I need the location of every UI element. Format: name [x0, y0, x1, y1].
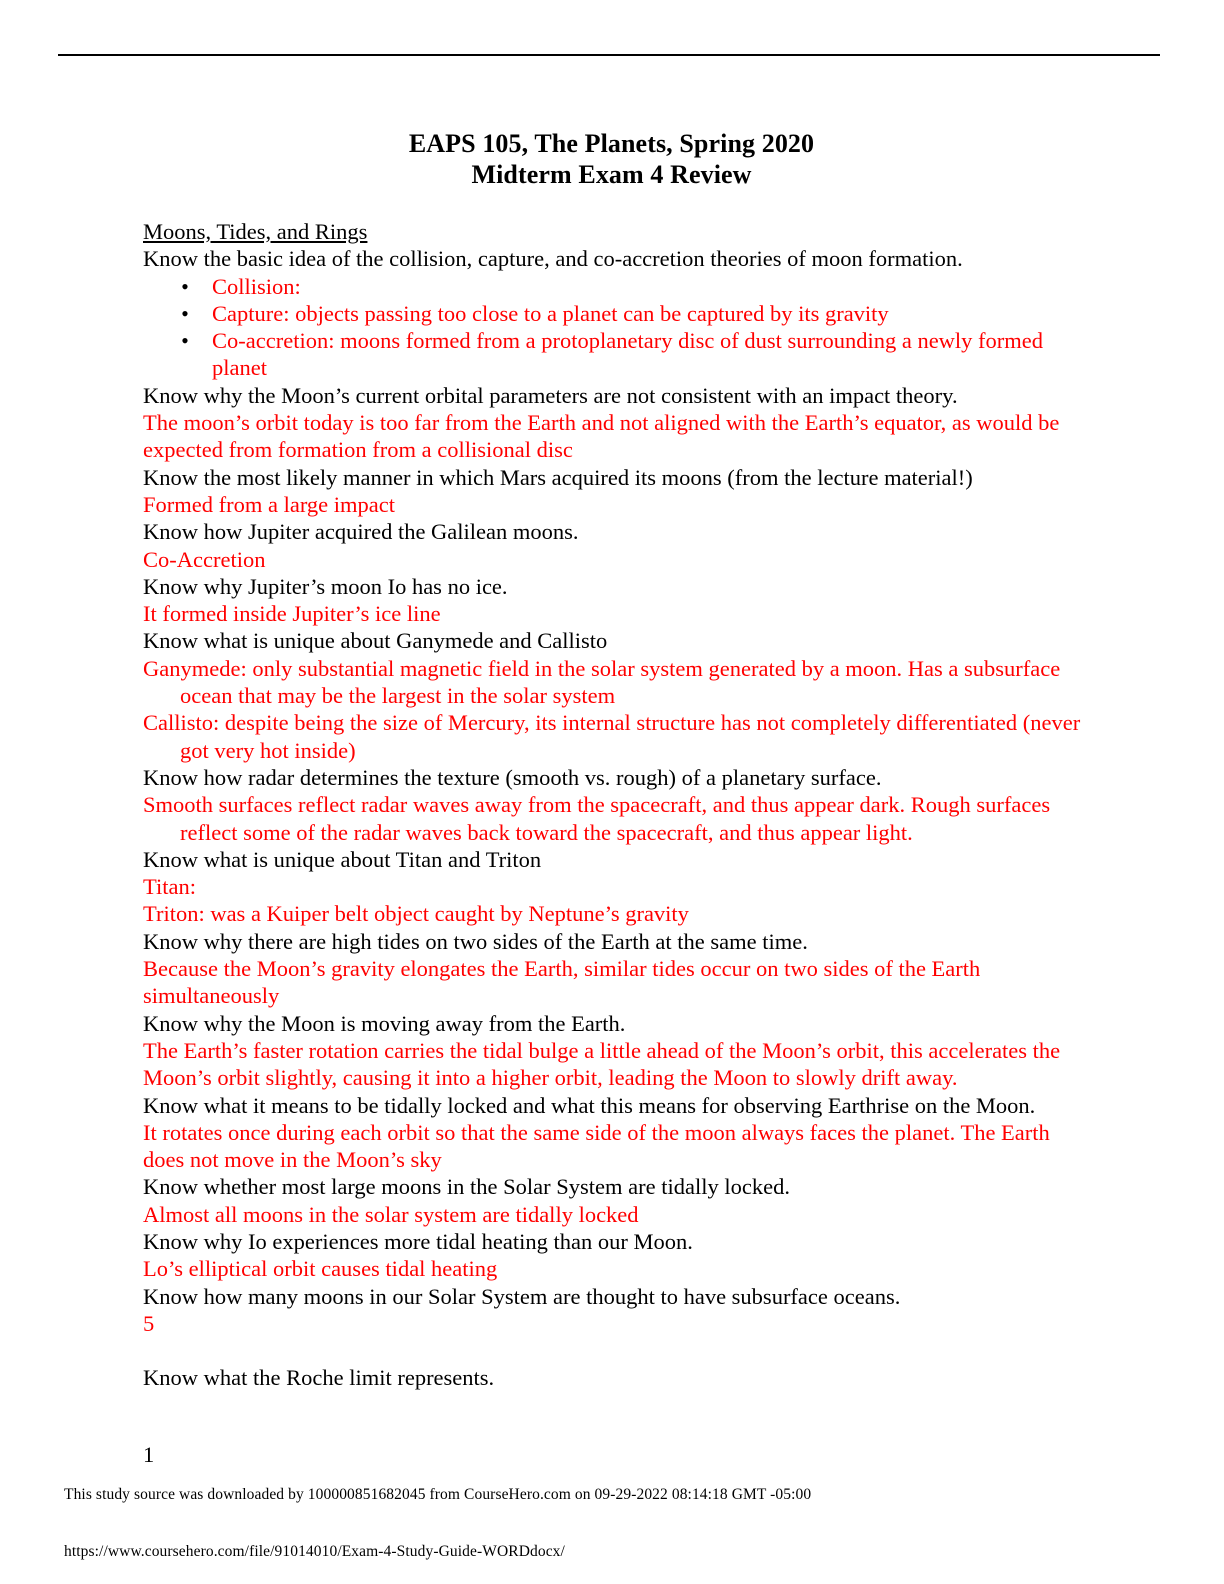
question-6: Know what is unique about Ganymede and Callisto — [143, 628, 608, 654]
document-body — [143, 218, 1086, 1392]
answer-9: Because the Moon’s gravity elongates the Earth, similar tides occur on two sides of the Earth simultaneously — [143, 956, 986, 1009]
answer-5: It formed inside Jupiter’s ice line — [143, 601, 441, 627]
bullet-icon: • — [181, 273, 189, 299]
question-3: Know the most likely manner in which Mars acquired its moons (from the lecture material!) — [143, 464, 973, 490]
bullet-icon: • — [181, 328, 189, 354]
question-14: Know how many moons in our Solar System are thought to have subsurface oceans. — [143, 1283, 901, 1309]
bullet-text-capture: Capture: objects passing too close to a planet can be captured by its gravity — [212, 300, 889, 326]
list-item — [143, 327, 1083, 382]
list-item — [143, 273, 1083, 300]
question-15: Know what the Roche limit represents. — [143, 1365, 495, 1391]
question-8: Know what is unique about Titan and Triton — [143, 846, 542, 872]
bullet-icon: • — [181, 300, 189, 326]
question-1: Know the basic idea of the collision, capture, and co-accretion theories of moon formation. — [143, 246, 963, 272]
answer-10: The Earth’s faster rotation carries the tidal bulge a little ahead of the Moon’s orbit, this accelerates the Moon’s orbit slightly, causing it into a higher orbit, leading the Moon to slowly drift away. — [143, 1037, 1066, 1091]
answer-13: Lo’s elliptical orbit causes tidal heating — [143, 1256, 498, 1282]
question-13: Know why Io experiences more tidal heating than our Moon. — [143, 1228, 693, 1254]
paragraph-spacer — [143, 1337, 1083, 1364]
theories-bullet-list — [143, 273, 1083, 382]
question-9: Know why there are high tides on two sides of the Earth at the same time. — [143, 928, 808, 954]
answer-2: The moon’s orbit today is too far from the Earth and not aligned with the Earth’s equator, as would be expected from formation from a collisional disc — [143, 410, 1066, 463]
source-url: https://www.coursehero.com/file/91014010/Exam-4-Study-Guide-WORDdocx/ — [64, 1543, 565, 1560]
answer-3: Formed from a large impact — [143, 491, 396, 517]
question-10: Know why the Moon is moving away from the Earth. — [143, 1010, 626, 1036]
bullet-text-collision: Collision: — [212, 273, 301, 299]
answer-14: 5 — [143, 1310, 155, 1336]
question-12: Know whether most large moons in the Solar System are tidally locked. — [143, 1174, 790, 1200]
answer-8-titan: Titan: — [143, 874, 196, 900]
question-7: Know how radar determines the texture (smooth vs. rough) of a planetary surface. — [143, 764, 882, 790]
bullet-text-coaccretion: Co-accretion: moons formed from a protoplanetary disc of dust surrounding a newly formed planet — [212, 328, 1049, 381]
title-line-exam: Midterm Exam 4 Review — [471, 160, 752, 189]
document-title — [143, 128, 1080, 190]
answer-12: Almost all moons in the solar system are tidally locked — [143, 1201, 639, 1227]
question-11: Know what it means to be tidally locked and what this means for observing Earthrise on the Moon. — [143, 1092, 1036, 1118]
answer-7: Smooth surfaces reflect radar waves away from the spacecraft, and thus appear dark. Rough surfaces reflect some of the radar waves back toward the spacecraft, and thus appear light. — [143, 792, 1056, 845]
section-heading — [143, 218, 1083, 245]
question-2: Know why the Moon’s current orbital parameters are not consistent with an impact theory. — [143, 382, 958, 408]
answer-6-ganymede: Ganymede: only substantial magnetic field in the solar system generated by a moon. Has a subsurface ocean that may be the largest in the solar system — [143, 655, 1066, 709]
question-5: Know why Jupiter’s moon Io has no ice. — [143, 573, 508, 599]
answer-11: It rotates once during each orbit so that the same side of the moon always faces the planet. The Earth does not move in the Moon’s sky — [143, 1119, 1056, 1173]
list-item — [143, 300, 1083, 327]
section-heading-text: Moons, Tides, and Rings — [143, 219, 368, 244]
answer-8-triton: Triton: was a Kuiper belt object caught by Neptune’s gravity — [143, 901, 689, 927]
answer-6-callisto: Callisto: despite being the size of Mercury, its internal structure has not completely differentiated (never got very hot inside) — [143, 710, 1086, 763]
download-attribution: This study source was downloaded by 100000851682045 from CourseHero.com on 09-29-2022 08:14:18 GMT -05:00 — [64, 1486, 812, 1503]
page-number: 1 — [143, 1442, 155, 1467]
answer-4: Co-Accretion — [143, 546, 266, 572]
header-divider — [58, 54, 1160, 56]
question-4: Know how Jupiter acquired the Galilean moons. — [143, 519, 579, 545]
title-line-course: EAPS 105, The Planets, Spring 2020 — [408, 129, 815, 158]
